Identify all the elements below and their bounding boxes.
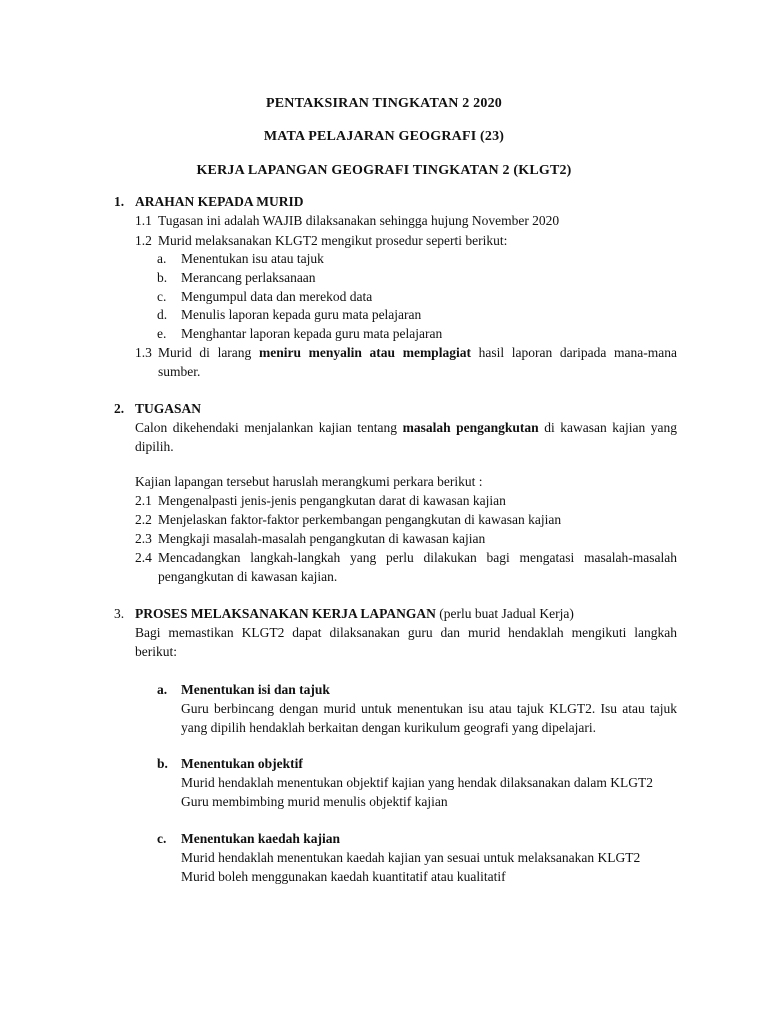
item-number: 2.1 — [135, 493, 152, 508]
item-number: 1.1 — [135, 213, 152, 228]
emphasis-text: meniru menyalin atau memplagiat — [258, 345, 471, 360]
item-number: 2.2 — [135, 512, 152, 527]
section-2-heading — [114, 399, 201, 418]
section-3-heading — [114, 604, 574, 623]
item-text-continuation: pengangkutan di kawasan kajian. — [158, 569, 338, 584]
paragraph-line: Bagi memastikan KLGT2 dapat dilaksanakan guru dan murid hendaklah mengikuti langkah — [135, 625, 677, 640]
step-text: Menulis laporan kepada guru mata pelajaran — [181, 307, 422, 322]
paragraph-lead: Kajian lapangan tersebut haruslah merangkumi perkara berikut : — [135, 474, 483, 489]
section-1-heading — [114, 192, 304, 211]
item-text: Murid di larang meniru menyalin atau memplagiat hasil laporan daripada mana-mana — [158, 345, 678, 360]
item-number: 1.2 — [135, 233, 152, 248]
emphasis-text: masalah pengangkutan — [402, 420, 539, 435]
step-text: Mengumpul data dan merekod data — [181, 289, 373, 304]
item-text: Murid melaksanakan KLGT2 mengikut prosedur seperti berikut: — [158, 233, 508, 248]
section-2-title: TUGASAN — [135, 401, 202, 416]
subsection-mark: a. — [157, 682, 168, 697]
step-item — [157, 324, 442, 343]
subsection-title: Menentukan kaedah kajian — [181, 831, 341, 846]
list-item — [135, 548, 677, 567]
subsection-title: Menentukan isi dan tajuk — [181, 682, 330, 697]
item-text: Mengkaji masalah-masalah pengangkutan di kawasan kajian — [158, 531, 486, 546]
item-number: 2.4 — [135, 550, 152, 565]
subsection-mark: b. — [157, 756, 168, 771]
subsection-a-heading — [157, 680, 330, 699]
step-mark: a. — [157, 251, 167, 266]
item-text: Mengenalpasti jenis-jenis pengangkutan darat di kawasan kajian — [158, 493, 506, 508]
paragraph-line: Guru membimbing murid menulis objektif kajian — [181, 794, 448, 809]
list-item — [135, 231, 507, 250]
step-text: Menghantar laporan kepada guru mata pelajaran — [181, 326, 443, 341]
subsection-c-heading — [157, 829, 340, 848]
section-1-title: ARAHAN KEPADA MURID — [135, 194, 304, 209]
subsection-mark: c. — [157, 831, 167, 846]
title-line-3: KERJA LAPANGAN GEOGRAFI TINGKATAN 2 (KLGT2) — [196, 163, 572, 178]
step-mark: e. — [157, 326, 167, 341]
list-item — [135, 529, 485, 548]
step-item — [157, 249, 324, 268]
item-number: 2.3 — [135, 531, 152, 546]
list-item — [135, 343, 677, 362]
list-item — [135, 211, 559, 230]
item-number: 1.3 — [135, 345, 152, 360]
paragraph-line: Murid hendaklah menentukan objektif kajian yang hendak dilaksanakan dalam KLGT2 — [181, 775, 653, 790]
title-line-1: PENTAKSIRAN TINGKATAN 2 2020 — [266, 96, 502, 111]
item-text: Menjelaskan faktor-faktor perkembangan pengangkutan di kawasan kajian — [158, 512, 562, 527]
section-3-title: PROSES MELAKSANAKAN KERJA LAPANGAN — [135, 606, 436, 621]
paragraph-line: Murid boleh menggunakan kaedah kuantitatif atau kualitatif — [181, 869, 506, 884]
paragraph-line: Murid hendaklah menentukan kaedah kajian yan sesuai untuk melaksanakan KLGT2 — [181, 850, 641, 865]
list-item — [135, 510, 561, 529]
paragraph-line: Guru berbincang dengan murid untuk menentukan isu atau tajuk KLGT2. Isu atau tajuk — [181, 701, 677, 716]
step-item — [157, 305, 421, 324]
step-mark: c. — [157, 289, 167, 304]
paragraph-continuation: dipilih. — [135, 439, 174, 454]
paragraph-line: yang dipilih hendaklah berkaitan dengan kurikulum geografi yang dipelajari. — [181, 720, 596, 735]
item-text: Tugasan ini adalah WAJIB dilaksanakan sehingga hujung November 2020 — [158, 213, 560, 228]
step-mark: d. — [157, 307, 168, 322]
section-3-note: (perlu buat Jadual Kerja) — [435, 606, 574, 621]
section-3-number: 3. — [114, 606, 125, 621]
item-text: Mencadangkan langkah-langkah yang perlu dilakukan bagi mengatasi masalah-masalah — [158, 550, 677, 565]
step-item — [157, 268, 316, 287]
subsection-b-heading — [157, 754, 303, 773]
section-1-number: 1. — [114, 194, 125, 209]
step-mark: b. — [157, 270, 168, 285]
paragraph-continuation: berikut: — [135, 644, 177, 659]
step-text: Merancang perlaksanaan — [181, 270, 316, 285]
step-item — [157, 287, 372, 306]
title-line-2: MATA PELAJARAN GEOGRAFI (23) — [263, 129, 505, 144]
item-text-continuation: sumber. — [158, 364, 201, 379]
paragraph-line: Calon dikehendaki menjalankan kajian tentang masalah pengangkutan di kawasan kajian yang — [135, 420, 677, 435]
list-item — [135, 491, 506, 510]
section-2-number: 2. — [114, 401, 125, 416]
subsection-title: Menentukan objektif — [181, 756, 303, 771]
step-text: Menentukan isu atau tajuk — [181, 251, 324, 266]
